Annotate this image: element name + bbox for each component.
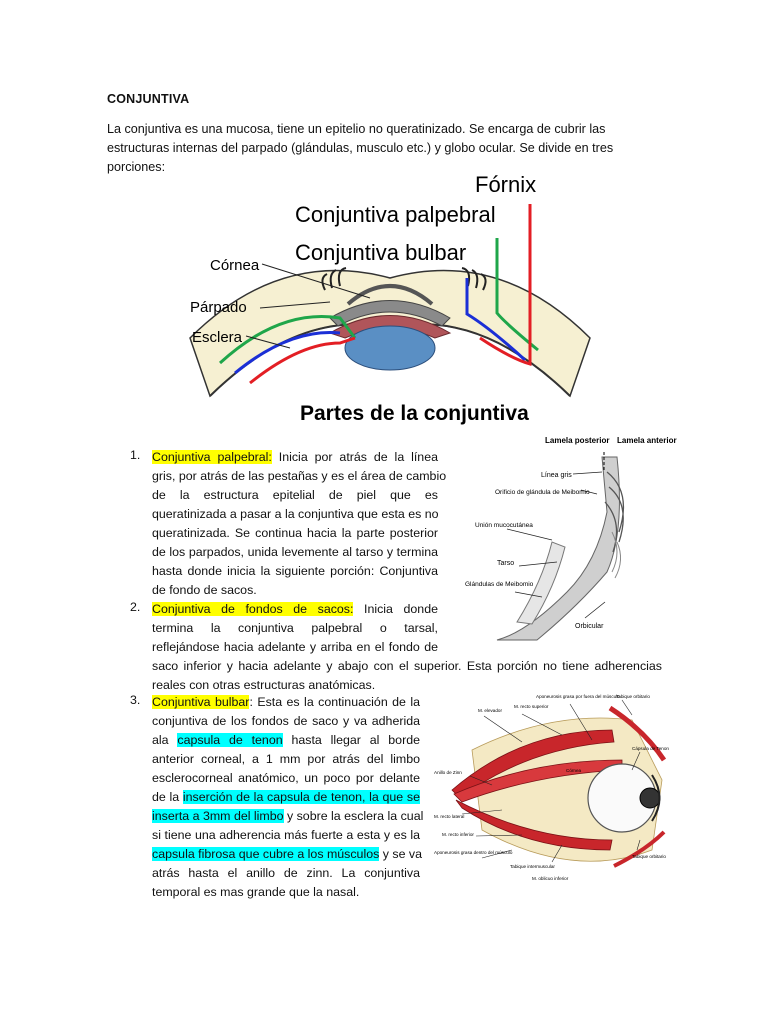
label-tabique-orbitario-sup: Tabique orbitario — [616, 694, 650, 699]
text-segment: esclerocorneal anatómico, un poco por delante — [152, 771, 420, 785]
eyelid-section-diagram — [457, 432, 677, 644]
text-line — [152, 638, 438, 657]
text-line — [152, 657, 662, 676]
text-line — [152, 619, 438, 638]
list-number: 2. — [130, 600, 141, 614]
text-segment: si tiene una adherencia más fuerte a esta y es la — [152, 828, 420, 842]
document-heading: CONJUNTIVA — [107, 92, 190, 106]
label-m-recto-inferior: M. recto inferior — [442, 832, 474, 837]
text-line — [152, 581, 438, 600]
text-segment: de la estructura epitelial de piel que es — [152, 488, 438, 502]
conjunctiva-parts-diagram — [180, 168, 600, 430]
text-segment: saco inferior y hacia adelante y abajo con el superior. Esta porción no tiene adherencias — [152, 659, 662, 673]
text-segment: atrás hasta el anillo de zinn. La conjuntiva — [152, 866, 420, 880]
text-line — [152, 448, 438, 467]
label-glandulas-meibomio: Glándulas de Meibomio — [465, 581, 534, 588]
list-number: 1. — [130, 448, 141, 462]
text-line — [152, 505, 438, 524]
text-segment: hasta donde inicia la siguiente porción: Conjuntiva — [152, 564, 438, 578]
label-anillo-zinn: Anillo de Zinn — [434, 770, 462, 775]
text-segment: : Esta es la continuación de la — [249, 695, 421, 709]
label-conjuntiva-bulbar: Conjuntiva bulbar — [295, 240, 467, 265]
highlighted-text: capsula fibrosa que cubre a los músculos — [152, 847, 380, 861]
text-segment: anterior corneal, a 1 mm por atrás del limbo — [152, 752, 420, 766]
label-aponeurosis-inf: Aponeurosis grasa dentro del músculo — [434, 850, 513, 855]
highlighted-text: inserta a 3mm del limbo — [152, 809, 284, 823]
highlighted-text: inserción de la capsula de tenon, la que se — [182, 790, 420, 804]
label-capsula-tenon: Cápsula de Tenon — [632, 746, 669, 751]
text-line — [152, 467, 447, 486]
label-fornix: Fórnix — [475, 172, 537, 197]
text-segment: de fondo de sacos. — [152, 583, 257, 597]
highlighted-text: Conjuntiva de fondos de sacos: — [152, 602, 354, 616]
label-union-mucocutanea: Unión mucocutánea — [475, 522, 533, 529]
text-line — [152, 826, 420, 845]
text-line — [152, 769, 420, 788]
text-line — [152, 788, 420, 807]
intro-paragraph: La conjuntiva es una mucosa, tiene un epitelio no queratinizado. Se encarga de cubrir las estructuras internas del parpado (glándulas, musculo etc.) y globo ocular. Se divide en tres porciones: — [107, 122, 614, 174]
text-segment: hasta llegar al borde — [282, 733, 420, 747]
text-segment: termina la conjuntiva palpebral o tarsal, — [152, 621, 438, 635]
highlighted-text: capsula de tenon — [177, 733, 283, 747]
label-tabique-intermuscular: Tabique intermuscular — [510, 864, 555, 869]
text-segment: queratinizada. Se continua hacia la parte posterior — [152, 526, 438, 540]
text-line — [152, 845, 420, 864]
text-segment: reflejándose hacia adelante y arriba en el fondo de — [152, 640, 438, 654]
text-segment: y se va — [379, 847, 422, 861]
text-segment: y sobre la esclera la cual — [283, 809, 424, 823]
label-m-recto-lateral: M. recto lateral — [434, 814, 465, 819]
text-segment: de la — [152, 790, 183, 804]
figure1-title: Partes de la conjuntiva — [300, 402, 529, 425]
label-conjuntiva-palpebral: Conjuntiva palpebral — [295, 202, 496, 227]
label-cornea-fig3: Córnea — [566, 768, 582, 773]
text-line — [152, 562, 438, 581]
text-line — [152, 864, 420, 883]
orbit-section-diagram — [432, 690, 680, 890]
label-tarso: Tarso — [497, 560, 515, 567]
label-m-elevador: M. elevador — [478, 708, 503, 713]
text-line — [152, 750, 420, 769]
text-line — [152, 524, 438, 543]
text-line — [152, 807, 424, 826]
label-orbicular: Orbicular — [575, 623, 604, 630]
label-aponeurosis-sup: Aponeurosis grasa por fuera del músculo — [536, 694, 620, 699]
text-line — [152, 600, 438, 619]
text-line — [152, 543, 438, 562]
text-segment: reales con otras estructuras anatómicas. — [152, 678, 376, 692]
text-segment: de los parpados, unida levemente al tarso y termina — [152, 545, 438, 559]
text-line — [152, 693, 420, 712]
text-line — [152, 486, 438, 505]
label-m-obliquo-inferior: M. oblicuo inferior — [532, 876, 569, 881]
label-parpado: Párpado — [190, 299, 247, 316]
label-lamela-anterior: Lamela anterior — [617, 436, 677, 445]
text-segment: Inicia por atrás de la línea — [271, 450, 438, 464]
label-orificio: Orificio de glándula de Meibomio — [495, 489, 590, 496]
text-segment: Inicia donde — [353, 602, 438, 616]
label-m-recto-superior: M. recto superior — [514, 704, 549, 709]
text-segment: queratinizada a pasar a la conjuntiva que esta es no — [152, 507, 439, 521]
text-segment: temporal es mas grande que la nasal. — [152, 885, 360, 899]
list-number: 3. — [130, 693, 141, 707]
text-segment: ala — [152, 733, 178, 747]
label-cornea: Córnea — [210, 257, 260, 274]
text-segment: gris, por atrás de las pestañas y es el área de cambio — [152, 469, 447, 483]
label-lamela-posterior: Lamela posterior — [545, 436, 610, 445]
label-tabique-orbitario-inf: Tabique orbitario — [632, 854, 666, 859]
highlighted-text: Conjuntiva bulbar — [152, 695, 250, 709]
label-linea-gris: Línea gris — [541, 472, 572, 479]
label-esclera: Esclera — [192, 329, 243, 346]
highlighted-text: Conjuntiva palpebral: — [152, 450, 272, 464]
text-line — [152, 731, 420, 750]
text-line — [152, 883, 420, 902]
text-segment: conjuntiva de los fondos de saco y va adherida — [152, 714, 420, 728]
text-line — [152, 712, 420, 731]
